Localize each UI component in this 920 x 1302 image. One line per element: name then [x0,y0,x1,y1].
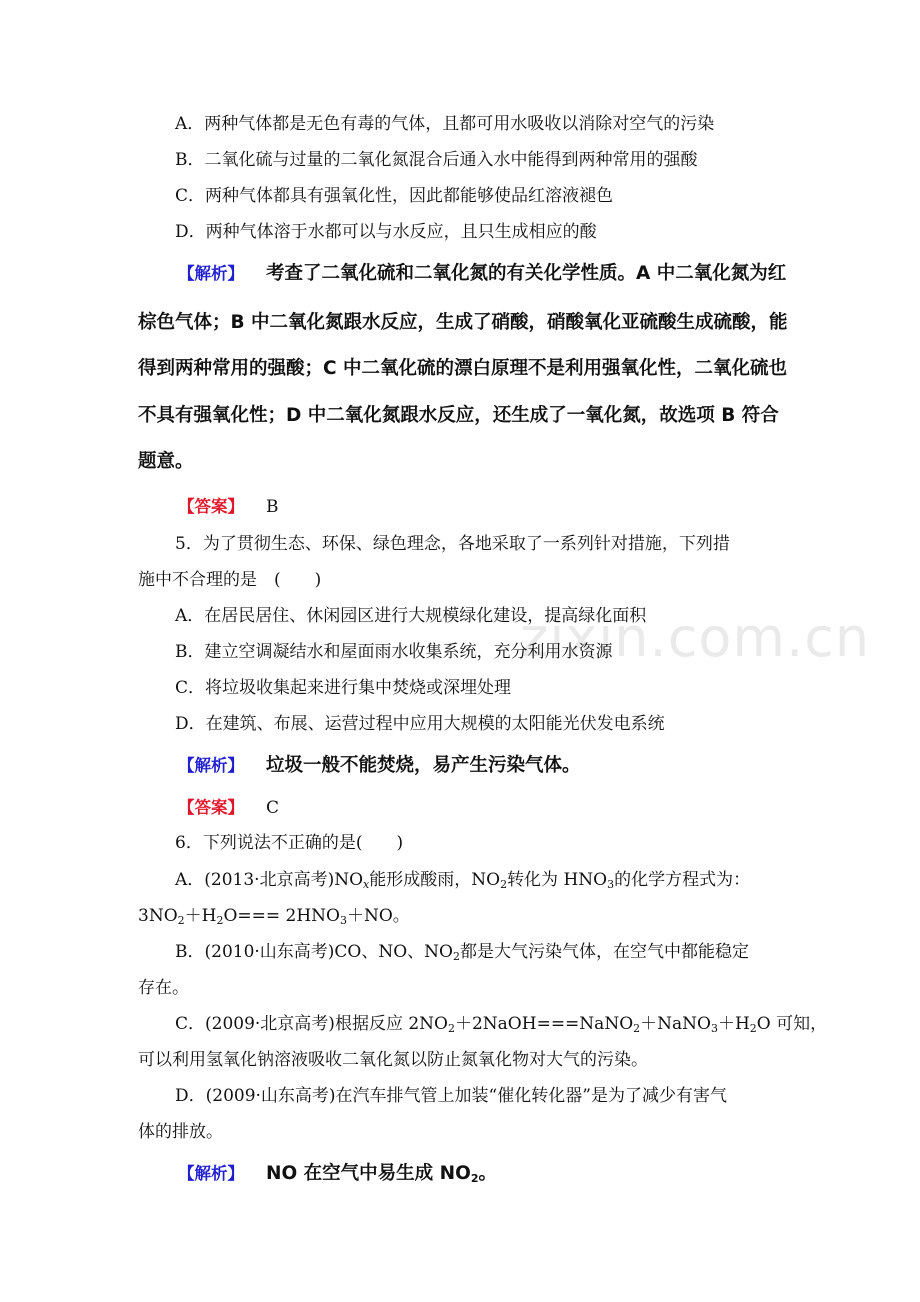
q5-stem-line-2: 施中不合理的是 ( ) [138,570,322,590]
q4-option-d: D．两种气体溶于水都可以与水反应，且只生成相应的酸 [175,222,597,242]
watermark: zixin.com.cn [520,606,871,669]
q6-option-b-line-2: 存在。 [138,978,189,998]
analysis-label: 【解析】 [178,264,244,283]
q5-option-c: C．将垃圾收集起来进行集中焚烧或深埋处理 [175,678,512,698]
q6-option-d-line-1: D．(2009·山东高考)在汽车排气管上加装“催化转化器”是为了减少有害气 [175,1086,727,1106]
q5-analysis: 【解析】 垃圾一般不能焚烧，易产生污染气体。 [178,755,581,776]
q4-analysis-line-2: 棕色气体；B 中二氧化氮跟水反应，生成了硝酸，硝酸氧化亚硫酸生成硫酸，能 [138,312,788,333]
q4-option-c: C．两种气体都具有强氧化性，因此都能够使品红溶液褪色 [175,186,614,206]
q5-stem-line-1: 5．为了贯彻生态、环保、绿色理念，各地采取了一系列针对措施，下列措 [175,534,730,554]
q4-answer: 【答案】 B [178,497,279,517]
q6-analysis: 【解析】 NO 在空气中易生成 $NO_2$。 [178,1163,497,1185]
q4-analysis-line-1: 【解析】 考查了二氧化硫和二氧化氮的有关化学性质。A 中二氧化氮为红 [178,263,787,284]
q6-option-b-line-1: B．(2010·山东高考)CO、NO、$NO_2$都是大气污染气体，在空气中都能稳定 [175,942,749,963]
analysis-label: 【解析】 [178,756,244,775]
q5-option-a: A．在居民居住、休闲园区进行大规模绿化建设，提高绿化面积 [175,606,647,626]
q5-answer: 【答案】 C [178,798,280,818]
q6-stem: 6．下列说法不正确的是( ) [175,833,404,853]
answer-label: 【答案】 [178,798,244,817]
q6-option-d-line-2: 体的排放。 [138,1122,223,1142]
q5-option-d: D．在建筑、布展、运营过程中应用大规模的太阳能光伏发电系统 [175,714,665,734]
q4-analysis-line-3: 得到两种常用的强酸；C 中二氧化硫的漂白原理不是利用强氧化性，二氧化硫也 [138,358,788,379]
analysis-label: 【解析】 [178,1164,244,1183]
q4-option-a: A．两种气体都是无色有毒的气体，且都可用水吸收以消除对空气的污染 [175,114,715,134]
q6-option-c-line-1: C．(2009·北京高考)根据反应 $2NO_2+2NaOH===NaNO_2+NaNO_3+H_2O$ 可知， [175,1014,828,1035]
q4-analysis-line-5: 题意。 [138,451,194,472]
q4-analysis-line-4: 不具有强氧化性；D 中二氧化氮跟水反应，还生成了一氧化氮，故选项 B 符合 [138,405,779,426]
q6-option-a-line-1: A．(2013·北京高考)$NO_x$能形成酸雨，$NO_2$转化为 $HNO_3$的化学方程式为： [175,870,751,891]
answer-label: 【答案】 [178,497,244,516]
q6-option-a-equation: $3NO_2+H_2O=== 2HNO_3+NO$。 [138,906,410,927]
q5-option-b: B．建立空调凝结水和屋面雨水收集系统，充分利用水资源 [175,642,613,662]
q4-option-b: B．二氧化硫与过量的二氧化氮混合后通入水中能得到两种常用的强酸 [175,150,698,170]
q6-option-c-line-2: 可以利用氢氧化钠溶液吸收二氧化氮以防止氮氧化物对大气的污染。 [138,1050,648,1070]
